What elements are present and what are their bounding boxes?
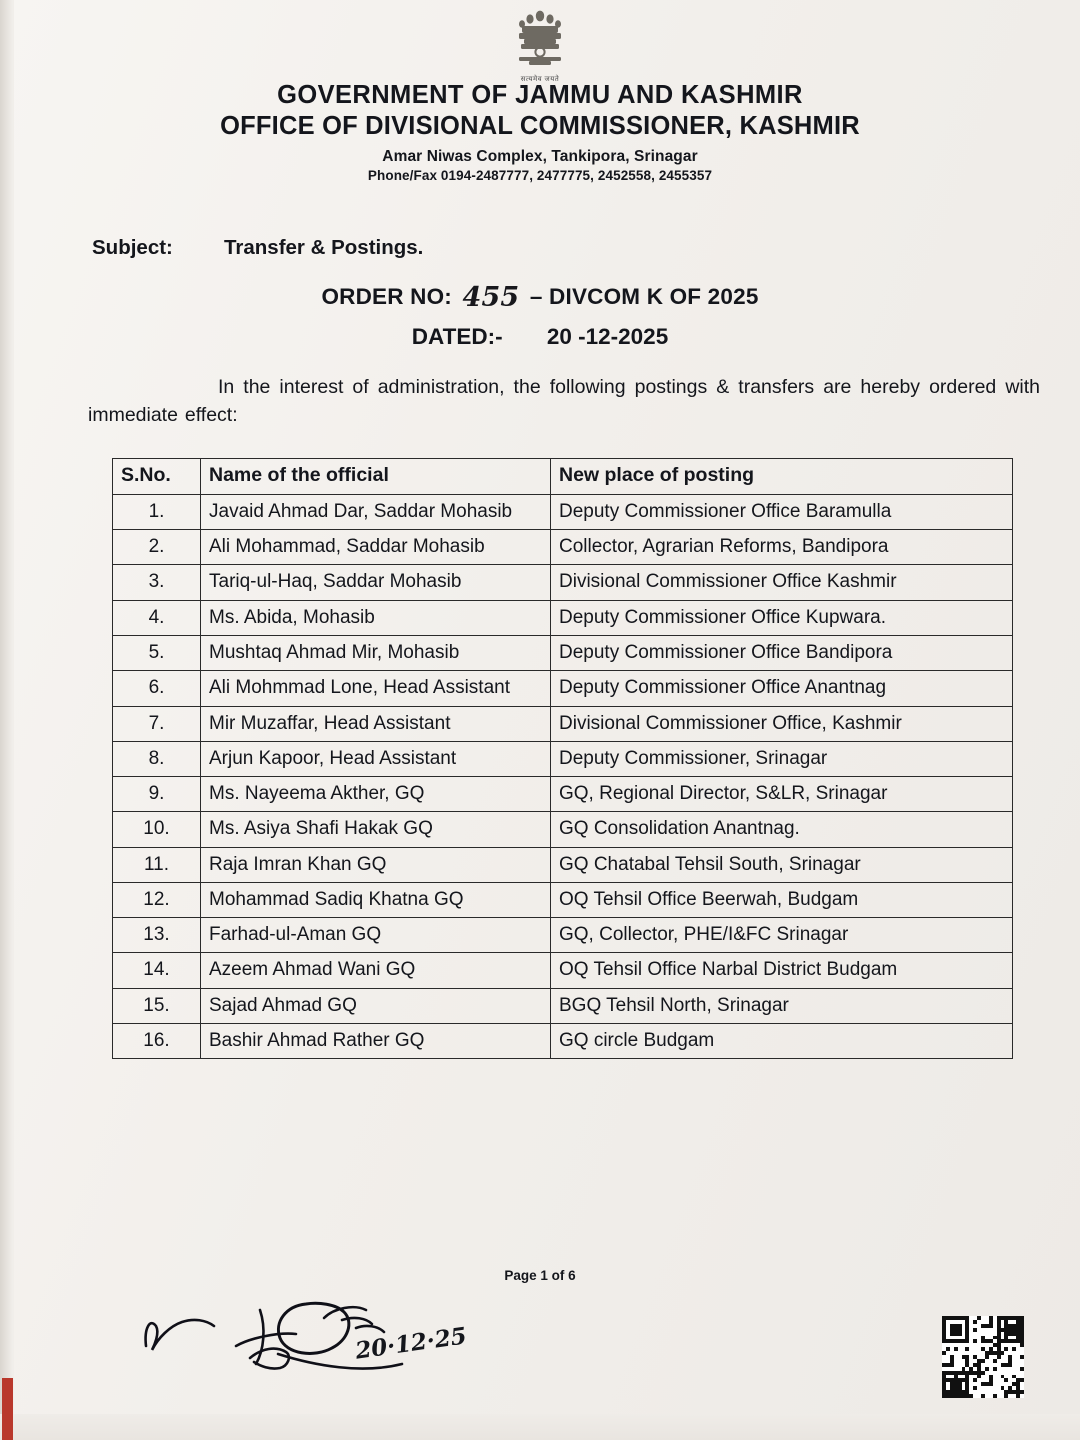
cell-name: Ali Mohammad, Saddar Mohasib — [201, 530, 551, 565]
order-number-handwritten: 455 — [462, 282, 520, 313]
table-row — [113, 847, 1013, 882]
signature-block — [110, 1288, 570, 1398]
order-body-paragraph: In the interest of administration, the following postings & transfers are hereby ordered with immediate effect: — [88, 376, 1040, 426]
cell-name: Mir Muzaffar, Head Assistant — [201, 706, 551, 741]
subject-value: Transfer & Postings. — [224, 236, 424, 259]
cell-posting: Divisional Commissioner Office, Kashmir — [551, 706, 1013, 741]
cell-posting: Deputy Commissioner Office Kupwara. — [551, 600, 1013, 635]
cell-name: Bashir Ahmad Rather GQ — [201, 1023, 551, 1058]
cell-posting: Deputy Commissioner Office Baramulla — [551, 494, 1013, 529]
cell-posting: GQ Chatabal Tehsil South, Srinagar — [551, 847, 1013, 882]
cell-sno: 15. — [113, 988, 201, 1023]
signature-date: 20·12·25 — [353, 1322, 469, 1365]
cell-name: Ms. Abida, Mohasib — [201, 600, 551, 635]
cell-name: Ms. Nayeema Akther, GQ — [201, 777, 551, 812]
table-header-row — [113, 459, 1013, 495]
cell-sno: 11. — [113, 847, 201, 882]
cell-name: Raja Imran Khan GQ — [201, 847, 551, 882]
cell-posting: Collector, Agrarian Reforms, Bandipora — [551, 530, 1013, 565]
dated-value: 20 -12-2025 — [546, 324, 669, 349]
table-row — [113, 918, 1013, 953]
subject-label: Subject: — [92, 236, 173, 259]
table-row — [113, 953, 1013, 988]
table-row — [113, 988, 1013, 1023]
page-number: Page 1 of 6 — [504, 1268, 576, 1283]
cell-posting: Deputy Commissioner Office Bandipora — [551, 635, 1013, 670]
cell-sno: 9. — [113, 777, 201, 812]
table-row — [113, 882, 1013, 917]
column-header-name: Name of the official — [201, 459, 551, 495]
subject-line — [92, 236, 423, 260]
cell-posting: Divisional Commissioner Office Kashmir — [551, 565, 1013, 600]
cell-posting: GQ circle Budgam — [551, 1023, 1013, 1058]
emblem-motto: सत्यमेव जयते — [520, 76, 560, 83]
government-title: GOVERNMENT OF JAMMU AND KASHMIR — [277, 81, 803, 109]
order-date-line — [0, 324, 1080, 350]
page-bottom-edge — [0, 1414, 1080, 1440]
column-header-posting: New place of posting — [551, 459, 1013, 495]
table-row — [113, 635, 1013, 670]
table-row — [113, 706, 1013, 741]
office-title: OFFICE OF DIVISIONAL COMMISSIONER, KASHMIR — [220, 112, 860, 141]
national-emblem — [505, 8, 575, 84]
red-binding-tab — [2, 1378, 13, 1440]
cell-sno: 13. — [113, 918, 201, 953]
cell-sno: 10. — [113, 812, 201, 847]
table-row — [113, 777, 1013, 812]
order-number-line — [0, 280, 1080, 311]
cell-sno: 5. — [113, 635, 201, 670]
cell-sno: 14. — [113, 953, 201, 988]
table-row — [113, 565, 1013, 600]
table-row — [113, 812, 1013, 847]
postings-table — [112, 458, 1013, 1059]
table-row — [113, 671, 1013, 706]
cell-sno: 2. — [113, 530, 201, 565]
postings-table-wrapper — [112, 458, 1012, 1059]
order-number-colon: : — [444, 284, 452, 309]
cell-sno: 3. — [113, 565, 201, 600]
table-row — [113, 530, 1013, 565]
cell-sno: 1. — [113, 494, 201, 529]
cell-name: Tariq-ul-Haq, Saddar Mohasib — [201, 565, 551, 600]
qr-code — [942, 1316, 1024, 1398]
cell-posting: Deputy Commissioner Office Anantnag — [551, 671, 1013, 706]
cell-name: Javaid Ahmad Dar, Saddar Mohasib — [201, 494, 551, 529]
order-number-suffix: – DIVCOM K OF 2025 — [529, 284, 759, 309]
cell-sno: 6. — [113, 671, 201, 706]
cell-name: Ali Mohmmad Lone, Head Assistant — [201, 671, 551, 706]
column-header-sno: S.No. — [113, 459, 201, 495]
cell-name: Mohammad Sadiq Khatna GQ — [201, 882, 551, 917]
dated-label: DATED:- — [411, 324, 503, 349]
cell-posting: OQ Tehsil Office Beerwah, Budgam — [551, 882, 1013, 917]
cell-name: Arjun Kapoor, Head Assistant — [201, 741, 551, 776]
order-number-prefix: ORDER NO — [321, 284, 445, 309]
cell-sno: 7. — [113, 706, 201, 741]
table-row — [113, 494, 1013, 529]
table-row — [113, 1023, 1013, 1058]
cell-posting: BGQ Tehsil North, Srinagar — [551, 988, 1013, 1023]
cell-sno: 16. — [113, 1023, 201, 1058]
cell-name: Ms. Asiya Shafi Hakak GQ — [201, 812, 551, 847]
office-phone: Phone/Fax 0194-2487777, 2477775, 2452558, 2455357 — [367, 168, 713, 184]
page-left-edge-shadow — [0, 0, 14, 1440]
table-row — [113, 600, 1013, 635]
cell-posting: GQ, Regional Director, S&LR, Srinagar — [551, 777, 1013, 812]
letterhead — [0, 80, 1080, 183]
cell-posting: GQ Consolidation Anantnag. — [551, 812, 1013, 847]
cell-name: Sajad Ahmad GQ — [201, 988, 551, 1023]
cell-sno: 8. — [113, 741, 201, 776]
office-address: Amar Niwas Complex, Tankipora, Srinagar — [382, 148, 698, 166]
cell-sno: 12. — [113, 882, 201, 917]
cell-name: Mushtaq Ahmad Mir, Mohasib — [201, 635, 551, 670]
cell-sno: 4. — [113, 600, 201, 635]
cell-posting: Deputy Commissioner, Srinagar — [551, 741, 1013, 776]
table-row — [113, 741, 1013, 776]
cell-name: Azeem Ahmad Wani GQ — [201, 953, 551, 988]
cell-posting: OQ Tehsil Office Narbal District Budgam — [551, 953, 1013, 988]
cell-name: Farhad-ul-Aman GQ — [201, 918, 551, 953]
cell-posting: GQ, Collector, PHE/I&FC Srinagar — [551, 918, 1013, 953]
